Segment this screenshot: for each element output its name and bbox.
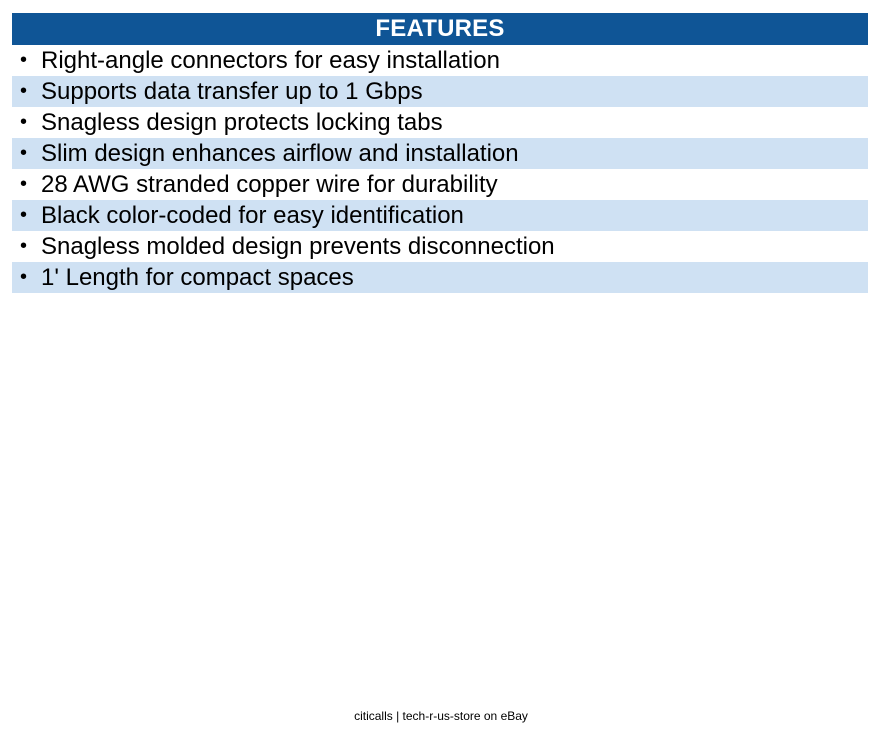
feature-text: 1' Length for compact spaces bbox=[41, 263, 354, 291]
feature-item bbox=[12, 107, 868, 138]
feature-item bbox=[12, 231, 868, 262]
feature-text: Snagless molded design prevents disconnection bbox=[41, 232, 555, 260]
feature-item bbox=[12, 76, 868, 107]
feature-text: Right-angle connectors for easy installation bbox=[41, 46, 500, 74]
bullet-icon: • bbox=[20, 173, 28, 195]
feature-text: 28 AWG stranded copper wire for durability bbox=[41, 170, 498, 198]
feature-text: Snagless design protects locking tabs bbox=[41, 108, 443, 136]
feature-item bbox=[12, 200, 868, 231]
bullet-icon: • bbox=[20, 49, 28, 71]
footer-credit: citicalls | tech-r-us-store on eBay bbox=[354, 709, 528, 723]
features-heading: FEATURES bbox=[12, 13, 868, 45]
feature-list bbox=[12, 45, 868, 293]
bullet-icon: • bbox=[20, 266, 28, 288]
feature-item bbox=[12, 138, 868, 169]
feature-text: Supports data transfer up to 1 Gbps bbox=[41, 77, 423, 105]
feature-item bbox=[12, 45, 868, 76]
bullet-icon: • bbox=[20, 80, 28, 102]
feature-text: Slim design enhances airflow and installation bbox=[41, 139, 519, 167]
feature-item bbox=[12, 262, 868, 293]
bullet-icon: • bbox=[20, 111, 28, 133]
bullet-icon: • bbox=[20, 204, 28, 226]
features-section bbox=[12, 13, 868, 293]
bullet-icon: • bbox=[20, 235, 28, 257]
bullet-icon: • bbox=[20, 142, 28, 164]
feature-item bbox=[12, 169, 868, 200]
feature-text: Black color-coded for easy identification bbox=[41, 201, 464, 229]
